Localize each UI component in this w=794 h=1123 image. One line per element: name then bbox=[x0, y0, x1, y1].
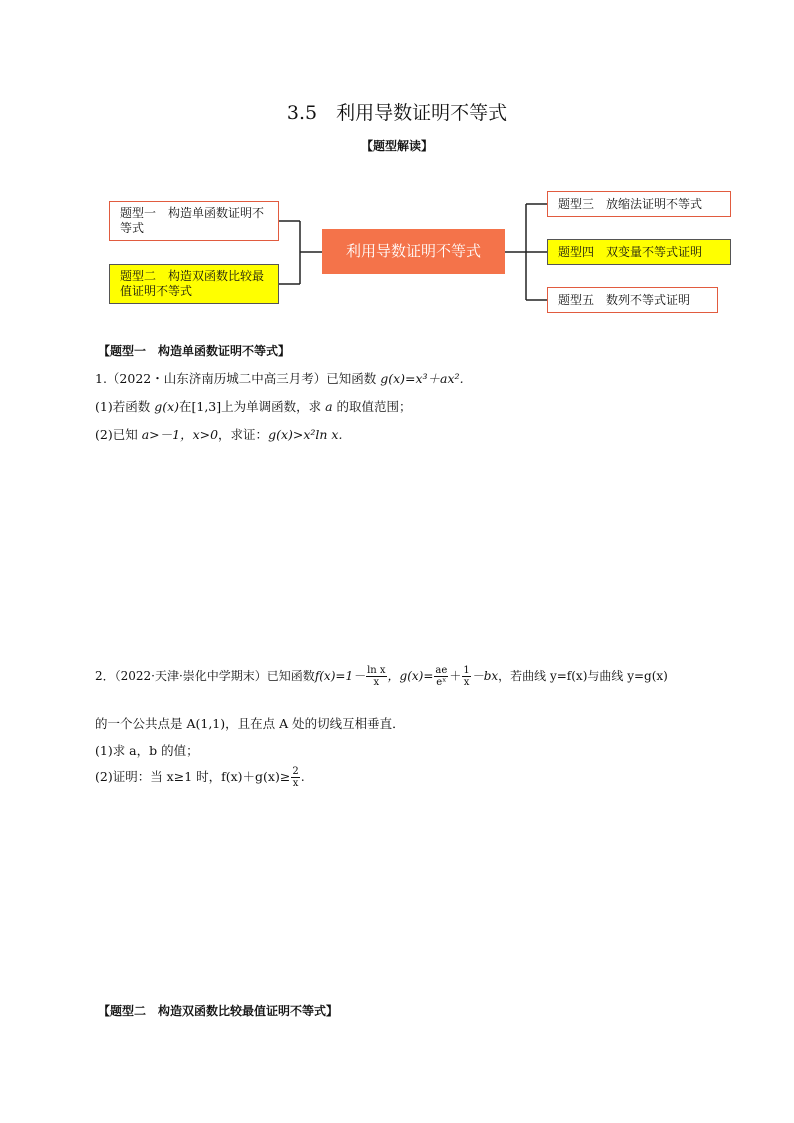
q2-f-numerator: ln x bbox=[367, 665, 386, 676]
q2-tail-text: ，若曲线 y=f(x)与曲线 y=g(x) bbox=[498, 669, 668, 683]
q1-p2-text-c: ，求证： bbox=[218, 427, 269, 442]
q2-intro-text: 2．（2022·天津·崇化中学期末）已知函数 bbox=[95, 669, 315, 683]
q1-p1-var: a bbox=[325, 399, 333, 414]
q2-g-suffix: －bx bbox=[471, 669, 499, 683]
question-2-part-1: (1)求 a，b 的值； bbox=[95, 743, 199, 758]
q2-f-fraction bbox=[366, 665, 386, 688]
q1-p2-text-a: (2)已知 bbox=[95, 427, 142, 442]
q2-g-prefix: ，g(x)= bbox=[387, 669, 434, 683]
question-1-part-2 bbox=[95, 425, 342, 443]
mindmap-right-node-2: 题型四 双变量不等式证明 bbox=[547, 239, 731, 265]
q1-function: g(x)=x³＋ax². bbox=[380, 371, 464, 386]
section-heading-1: 【题型一 构造单函数证明不等式】 bbox=[98, 344, 291, 358]
q2-f-prefix: f(x)=1－ bbox=[314, 669, 366, 683]
q2-g-denominator-2: x bbox=[463, 677, 470, 688]
question-1-intro bbox=[95, 369, 464, 387]
q1-p1-text-c: 在[1,3]上为单调函数，求 bbox=[179, 399, 326, 414]
mindmap-center-node: 利用导数证明不等式 bbox=[322, 229, 505, 274]
q2-plus: ＋ bbox=[449, 669, 462, 683]
section-heading-2: 【题型二 构造双函数比较最值证明不等式】 bbox=[98, 1004, 339, 1018]
mindmap-left-node-1: 题型一 构造单函数证明不等式 bbox=[109, 201, 279, 241]
question-1-part-1 bbox=[95, 397, 412, 415]
q2-p2-text: (2)证明：当 x≥1 时，f(x)＋g(x)≥ bbox=[95, 769, 291, 784]
q1-p2-condition: a>－1，x>0 bbox=[141, 427, 219, 442]
q2-p2-denominator: x bbox=[292, 778, 299, 789]
q1-intro-text: 1.（2022・山东济南历城二中高三月考）已知函数 bbox=[95, 371, 381, 386]
q2-p2-period: . bbox=[300, 769, 305, 784]
q2-g-numerator-1: ae bbox=[435, 665, 448, 676]
q1-p1-text-a: (1)若函数 bbox=[95, 399, 155, 414]
q2-g-denominator-1: eˣ bbox=[436, 677, 447, 688]
q2-f-denominator: x bbox=[373, 677, 380, 688]
page-title: 3.5 利用导数证明不等式 bbox=[286, 102, 508, 124]
q2-g-fraction-1 bbox=[434, 665, 448, 688]
q2-g-numerator-2: 1 bbox=[463, 665, 470, 676]
q1-p2-inequality: g(x)>x²ln x. bbox=[268, 427, 343, 442]
q2-g-fraction-2 bbox=[462, 665, 470, 688]
section-subtitle: 【题型解读】 bbox=[360, 139, 433, 153]
question-2-line-2: 的一个公共点是 A(1,1)，且在点 A 处的切线互相垂直． bbox=[95, 716, 405, 731]
question-2-part-2 bbox=[95, 766, 305, 789]
mindmap-right-node-1: 题型三 放缩法证明不等式 bbox=[547, 191, 731, 217]
q2-p2-numerator: 2 bbox=[292, 766, 299, 777]
mindmap-right-node-3: 题型五 数列不等式证明 bbox=[547, 287, 718, 313]
q1-p1-text-e: 的取值范围； bbox=[332, 399, 412, 414]
q2-p2-fraction bbox=[291, 766, 299, 789]
q1-p1-func: g(x) bbox=[154, 399, 179, 414]
mindmap-left-node-2: 题型二 构造双函数比较最值证明不等式 bbox=[109, 264, 279, 304]
question-2-intro bbox=[95, 665, 668, 688]
